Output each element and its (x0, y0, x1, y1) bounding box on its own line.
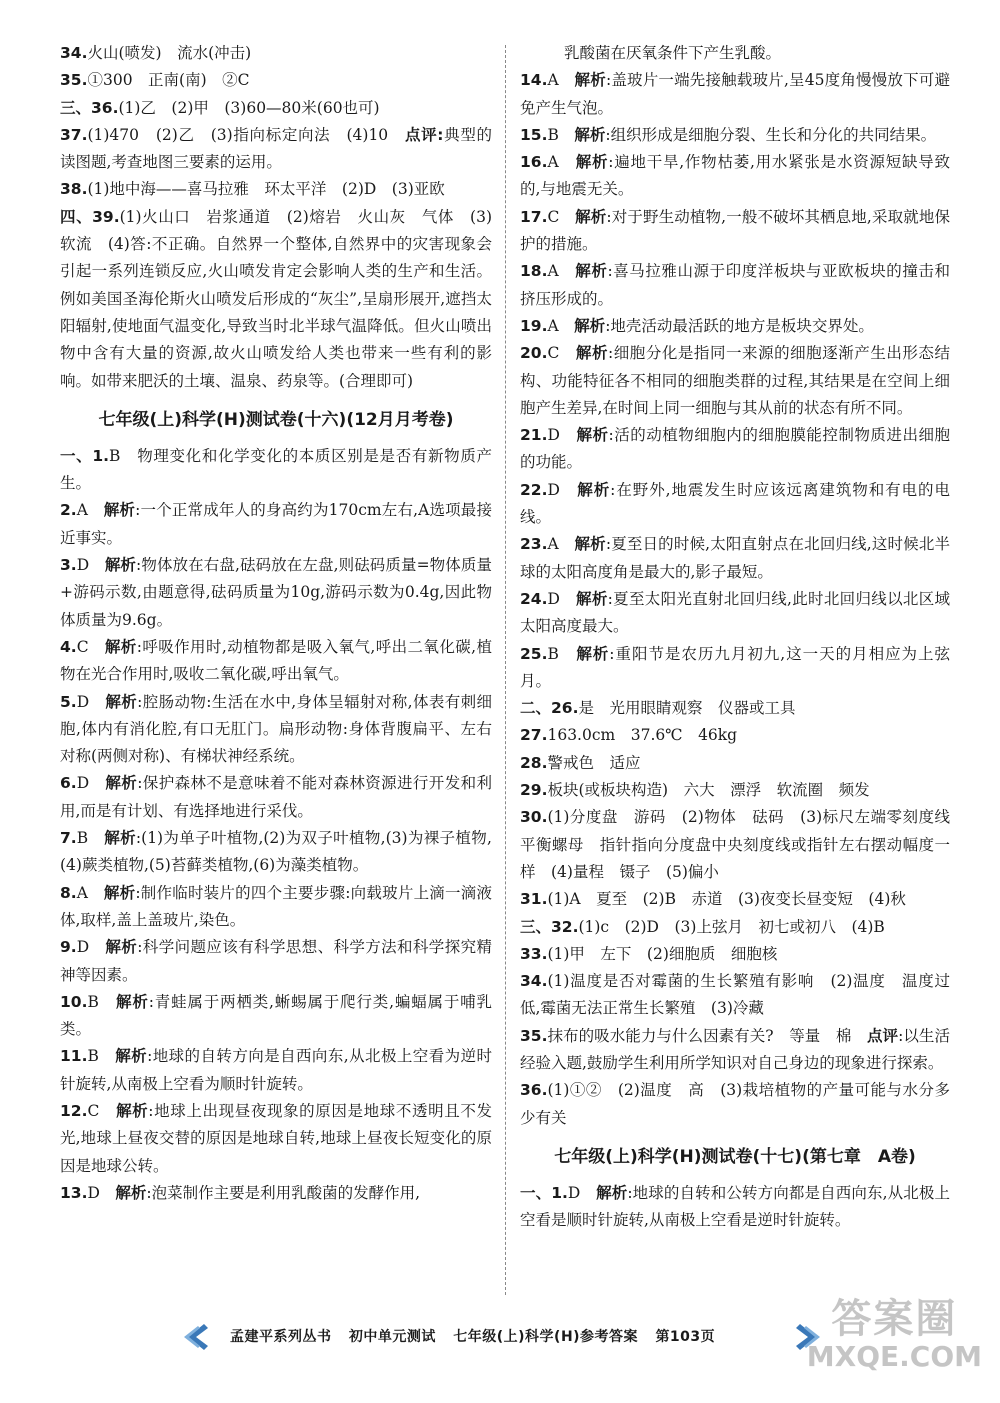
answer-item (520, 204, 950, 259)
answer-item (520, 641, 950, 696)
answer-text: D (567, 1183, 597, 1202)
footer-page: 第103页 (655, 1329, 716, 1345)
answer-number: 28. (520, 753, 548, 772)
answer-explanation: :夏至日的时候,太阳直射点在北回归线,这时候北半球的太阳高度角是最大的,影子最短。 (520, 535, 950, 581)
answer-number: 35. (520, 1026, 548, 1045)
answer-text: C (547, 344, 576, 363)
answer-label: 解析 (575, 153, 609, 172)
answer-item (60, 67, 492, 94)
answer-label: 解析 (576, 644, 610, 663)
answer-label: 解析 (115, 1183, 147, 1202)
answer-item (520, 531, 950, 586)
answer-label: 解析 (105, 774, 138, 793)
answer-number: 5. (60, 692, 77, 711)
answer-item (520, 122, 950, 149)
answer-text: 163.0cm 37.6℃ 46kg (547, 726, 738, 745)
answer-number: 二、26. (520, 699, 579, 718)
answer-item (60, 176, 492, 203)
answer-text: A (547, 71, 575, 90)
answer-explanation: :喜马拉雅山源于印度洋板块与亚欧板块的撞击和挤压形成的。 (520, 262, 950, 308)
answer-label: 解析 (576, 589, 608, 608)
answer-item (520, 777, 950, 804)
answer-text: (1)A 夏至 (2)B 赤道 (3)夜变长昼变短 (4)秋 (547, 890, 906, 909)
answer-item (520, 914, 950, 941)
answer-explanation: :保护森林不是意味着不能对森林资源进行开发和利用,而是有计划、有选择地进行采伐。 (60, 774, 492, 820)
answer-item (60, 1180, 492, 1207)
answer-text: D (76, 556, 105, 575)
answer-text: A (547, 153, 576, 172)
answer-number: 18. (520, 262, 548, 281)
answer-number: 9. (60, 938, 77, 957)
answer-explanation: :以生活经验入题,鼓励学生利用所学知识对自己身边的现象进行探索。 (520, 1026, 950, 1072)
answer-text: (1)470 (2)乙 (3)指向标定向法 (4)10 (87, 125, 405, 144)
answer-number: 25. (520, 644, 548, 663)
answer-label: 解析 (596, 1183, 628, 1202)
answer-number: 31. (520, 890, 548, 909)
answer-text: 警戒色 适应 (547, 753, 641, 772)
answer-number: 7. (60, 829, 77, 848)
answer-item (60, 934, 492, 989)
answer-number: 10. (60, 992, 88, 1011)
answer-label: 解析 (116, 1101, 149, 1120)
answer-item (60, 122, 492, 177)
answer-label: 解析 (575, 262, 608, 281)
watermark-cn: 答案圈 (831, 1296, 958, 1342)
answer-item (60, 880, 492, 935)
answer-label: 解析 (574, 125, 606, 144)
footer-subject: 七年级(上)科学(H)参考答案 (453, 1329, 639, 1345)
answer-item (60, 689, 492, 771)
answer-item (520, 258, 950, 313)
answer-explanation: :地球的自转方向是自西向东,从北极上空看为逆时针旋转,从南极上空看为顺时针旋转。 (60, 1047, 492, 1093)
answer-text: D (76, 938, 106, 957)
answer-label: 解析 (575, 207, 607, 226)
answer-number: 15. (520, 125, 548, 144)
answer-text: D (547, 480, 578, 499)
answer-explanation: :盖玻片一端先接触载玻片,呈45度角慢慢放下可避免产生气泡。 (520, 71, 950, 117)
answer-label: 解析 (574, 535, 606, 554)
answer-item (60, 770, 492, 825)
answer-number: 17. (520, 207, 548, 226)
answer-item (520, 750, 950, 777)
answer-text: A (547, 262, 576, 281)
answer-number: 34. (520, 972, 548, 991)
answer-explanation: :地球上出现昼夜现象的原因是地球不透明且不发光,地球上昼夜交替的原因是地球自转,地球上昼夜长短变化的原因是地球公转。 (60, 1101, 492, 1175)
answer-number: 20. (520, 344, 548, 363)
continuation-text: 乳酸菌在厌氧条件下产生乳酸。 (564, 44, 782, 62)
answer-text: A (547, 316, 575, 335)
answer-label: 解析 (104, 829, 136, 848)
answer-number: 4. (60, 637, 77, 656)
answer-item (520, 804, 966, 886)
answer-explanation: :地球的自转和公转方向都是自西向东,从北极上空看是顺时针旋转,从南极上空看是逆时针旋转。 (520, 1183, 950, 1230)
answer-item (520, 1023, 950, 1078)
answer-label: 解析 (577, 480, 611, 499)
answer-text: D (547, 589, 577, 608)
answer-text: D (87, 1183, 116, 1202)
answer-explanation: :组织形成是细胞分裂、生长和分化的共同结果。 (605, 125, 937, 144)
answer-explanation: :泡菜制作主要是利用乳酸菌的发酵作用, (146, 1183, 421, 1202)
answer-number: 一、1. (520, 1183, 568, 1202)
answer-number: 一、1. (60, 446, 109, 465)
answer-explanation: :细胞分化是指同一来源的细胞逐渐产生出形态结构、功能特征各不相同的细胞类群的过程,其结果是在空间上细胞产生差异,在时间上同一细胞与其从前的状态有所不同。 (520, 344, 950, 417)
answer-explanation: :对于野生动植物,一般不破坏其栖息地,采取就地保护的措施。 (520, 207, 950, 254)
answer-item (60, 40, 492, 67)
answer-number: 19. (520, 316, 548, 335)
answer-number: 36. (520, 1081, 548, 1100)
right-items-a (520, 67, 966, 1132)
answer-label: 点评 (866, 1026, 899, 1045)
chevron-left-icon (180, 1322, 214, 1352)
answer-number: 11. (60, 1047, 88, 1066)
answer-text: (1)甲 左下 (2)细胞质 细胞核 (547, 944, 778, 963)
answer-text: A (76, 883, 104, 902)
answer-item (520, 695, 950, 722)
answer-number: 30. (520, 808, 548, 827)
answer-text: (1)分度盘 游码 (2)物体 砝码 (3)标尺左端零刻度线 平衡螺母 指针指向分度盘中央刻度线或指针左右摆动幅度一样 (4)量程 镊子 (5)偏小 (520, 808, 966, 881)
footer-series: 孟建平系列丛书 (230, 1329, 332, 1345)
answer-item (520, 1180, 950, 1235)
answer-text: 是 光用眼睛观察 仪器或工具 (578, 699, 796, 718)
answer-text: 火山(喷发) 流水(冲击) (87, 44, 252, 62)
answer-label: 解析 (105, 938, 138, 957)
answer-text: D (76, 774, 106, 793)
answer-number: 三、32. (520, 917, 579, 936)
answer-item (60, 989, 492, 1044)
answer-label: 解析 (576, 426, 609, 445)
answer-item (520, 586, 950, 641)
answer-number: 38. (60, 180, 88, 199)
answer-text: ①300 正南(南) ②C (87, 71, 250, 90)
answer-number: 四、39. (60, 207, 120, 226)
answer-item (520, 67, 950, 122)
answer-explanation: :科学问题应该有科学思想、科学方法和科学探究精神等因素。 (60, 938, 492, 984)
answer-label: 解析 (574, 316, 606, 335)
answer-explanation: :夏至太阳光直射北回归线,此时北回归线以北区域太阳高度最大。 (520, 589, 950, 636)
answer-text: (1)温度是否对霉菌的生长繁殖有影响 (2)温度 温度过低,霉菌无法正常生长繁殖 (3)冷藏 (520, 972, 950, 1018)
answer-number: 24. (520, 589, 548, 608)
answer-text: B (547, 644, 577, 663)
answer-text: (1)c (2)D (3)上弦月 初七或初八 (4)B (578, 917, 885, 936)
answer-label: 解析 (574, 71, 606, 90)
answer-number: 33. (520, 944, 548, 963)
watermark-url: MXQE.COM (806, 1340, 982, 1373)
answer-label: 点评: (404, 125, 444, 144)
answer-explanation: :在野外,地震发生时应该远离建筑物和有电的电线。 (520, 480, 950, 527)
answer-number: 三、36. (60, 98, 119, 117)
section-heading-16: 七年级(上)科学(H)测试卷(十六)(12月月考卷) (98, 409, 454, 430)
answer-item (520, 149, 950, 204)
answer-item (520, 477, 950, 532)
answer-explanation: :地壳活动最活跃的地方是板块交界处。 (605, 316, 874, 335)
right-column (520, 40, 966, 1234)
answer-item (520, 968, 950, 1023)
answer-number: 27. (520, 726, 548, 745)
answer-text: (1)乙 (2)甲 (3)60—80米(60也可) (118, 98, 380, 117)
answer-item (60, 552, 492, 634)
answer-text: A (547, 535, 575, 554)
answer-explanation: :一个正常成年人的身高约为170cm左右,A选项最接近事实。 (60, 501, 492, 547)
answer-text: 抹布的吸水能力与什么因素有关? 等量 棉 (547, 1026, 867, 1045)
answer-label: 解析 (105, 692, 138, 711)
answer-explanation: :青蛙属于两栖类,蜥蜴属于爬行类,蝙蝠属于哺乳类。 (60, 992, 493, 1039)
answer-explanation: :重阳节是农历九月初九,这一天的月相应为上弦月。 (520, 644, 951, 690)
answer-explanation: :物体放在右盘,砝码放在左盘,则砝码质量=物体质量+游码示数,由题意得,砝码质量为10g,游码示数为0.4g,因此物体质量为9.6g。 (60, 556, 492, 629)
answer-text: B (87, 992, 117, 1011)
answer-number: 37. (60, 125, 88, 144)
answer-item (520, 722, 950, 749)
answer-number: 8. (60, 883, 77, 902)
answer-explanation: :腔肠动物:生活在水中,身体呈辐射对称,体表有刺细胞,体内有消化腔,有口无肛门。扁形动物:身体背腹扁平、左右对称(两侧对称)、有梯状神经系统。 (60, 692, 493, 766)
answer-label: 解析 (104, 637, 137, 656)
answer-label: 解析 (116, 992, 149, 1011)
footer-book: 初中单元测试 (348, 1329, 436, 1345)
answer-text: C (87, 1101, 117, 1120)
answer-number: 2. (60, 501, 77, 520)
answer-item (60, 204, 492, 395)
answer-number: 35. (60, 71, 88, 90)
answer-item (60, 634, 492, 689)
answer-text: B (547, 125, 575, 144)
answer-item (520, 422, 950, 477)
section-heading-17: 七年级(上)科学(H)测试卷(十七)(第七章 A卷) (554, 1146, 916, 1167)
answer-item (60, 443, 492, 498)
answer-label: 解析 (115, 1047, 148, 1066)
answer-item (520, 886, 950, 913)
left-column (60, 40, 492, 1207)
answer-item (60, 825, 492, 880)
answer-text: D (547, 426, 577, 445)
answer-number: 6. (60, 774, 77, 793)
column-divider (505, 45, 506, 1295)
answer-number: 29. (520, 781, 548, 800)
answer-text: D (76, 692, 106, 711)
answer-number: 13. (60, 1183, 88, 1202)
answer-text: B (76, 829, 105, 848)
answer-number: 22. (520, 480, 548, 499)
answer-text: 板块(或板块构造) 六大 漂浮 软流圈 频发 (547, 781, 870, 800)
answer-number: 16. (520, 153, 548, 172)
answer-label: 解析 (103, 501, 136, 520)
answer-label: 解析 (104, 556, 137, 575)
answer-explanation: :(1)为单子叶植物,(2)为双子叶植物,(3)为裸子植物,(4)蕨类植物,(5)苔藓类植物,(6)为藻类植物。 (60, 829, 492, 875)
answer-text: (1)地中海——喜马拉雅 环太平洋 (2)D (3)亚欧 (87, 180, 445, 199)
answer-item (60, 95, 492, 122)
answer-explanation: :制作临时装片的四个主要步骤:向载玻片上滴一滴液体,取样,盖上盖玻片,染色。 (60, 883, 492, 929)
watermark (807, 1297, 982, 1373)
answer-item (520, 941, 950, 968)
answer-text: (1)①② (2)温度 高 (3)栽培植物的产量可能与水分多少有关 (520, 1081, 950, 1127)
answer-text: C (76, 637, 105, 656)
answer-item (60, 497, 492, 552)
answer-text: B 物理变化和化学变化的本质区别是是否有新物质产生。 (60, 446, 492, 493)
answer-number: 34. (60, 44, 88, 62)
answer-item (520, 340, 950, 422)
answer-label: 解析 (103, 883, 136, 902)
answer-item (60, 1043, 492, 1098)
answer-number: 14. (520, 71, 548, 90)
right-items-b (520, 1180, 950, 1235)
answer-explanation: :呼吸作用时,动植物都是吸入氧气,呼出二氧化碳,植物在光合作用时,吸收二氧化碳,呼出氧气。 (60, 637, 492, 684)
answer-item (520, 1077, 950, 1132)
footer-text (230, 1326, 727, 1346)
answer-label: 解析 (575, 344, 608, 363)
answer-number: 23. (520, 535, 548, 554)
answer-explanation: :遍地干旱,作物枯萎,用水紧张是水资源短缺导致的,与地震无关。 (520, 153, 950, 199)
answer-explanation: :活的动植物细胞内的细胞膜能控制物质进出细胞的功能。 (520, 426, 950, 472)
answer-text: (1)火山口 岩浆通道 (2)熔岩 火山灰 气体 (3)软流 (4)答:不正确。自然界一个整体,自然界中的灾害现象会引起一系列连锁反应,火山喷发肯定会影响人类的生产和生活。例如美国圣海伦斯火山喷发后形成的“灰尘”,呈扇形展开,遮挡太阳辐射,使地面气温变化,导致当时北半球气温降低。但火山喷出物中含有大量的资源,故火山喷发给人类也带来一些有利的影响。如带来肥沃的土壤、温泉、药泉等。(合理即可) (60, 207, 492, 390)
answer-text: A (76, 501, 104, 520)
answer-explanation: 典型的读图题,考查地图三要素的运用。 (60, 125, 492, 172)
answer-text: B (87, 1047, 116, 1066)
answer-text: C (547, 207, 576, 226)
answer-number: 21. (520, 426, 548, 445)
answer-number: 3. (60, 556, 77, 575)
left-items-a (60, 40, 492, 395)
answer-item (60, 1098, 492, 1180)
answer-number: 12. (60, 1101, 88, 1120)
answer-item (520, 313, 950, 340)
left-items-b (60, 443, 492, 1207)
